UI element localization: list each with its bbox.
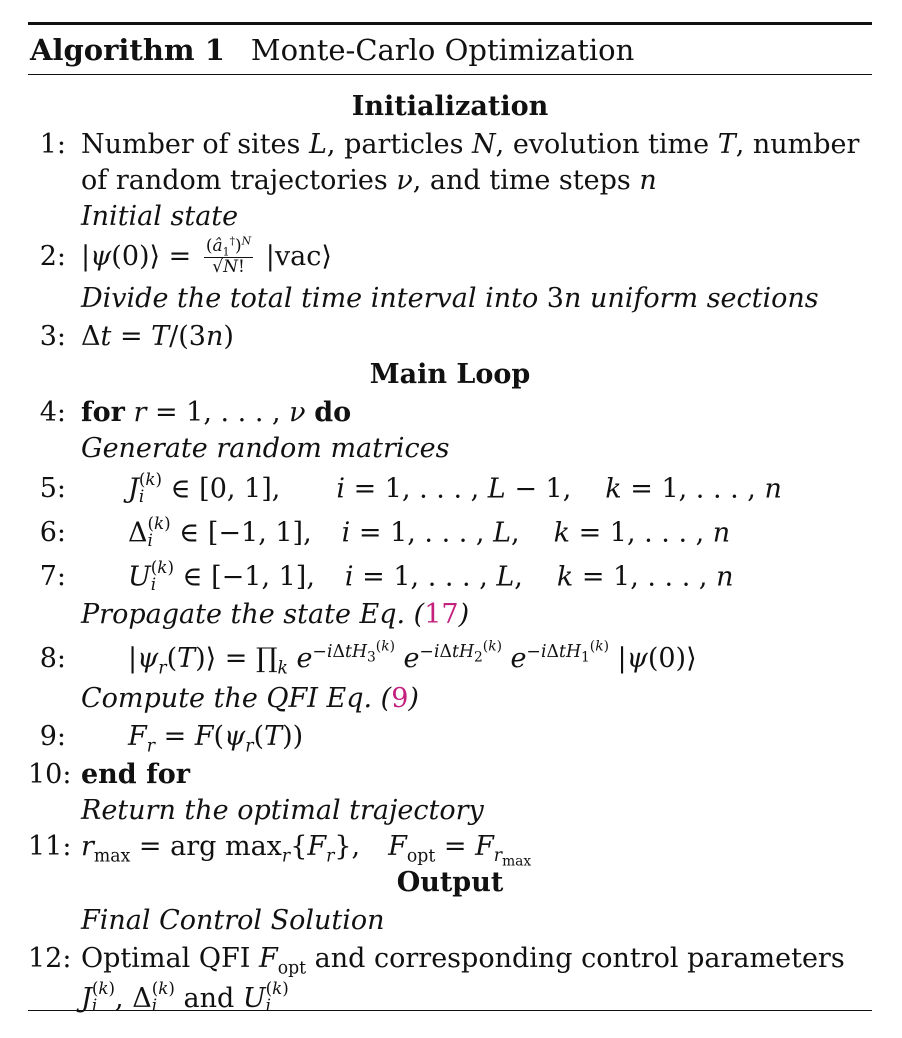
section-main-loop: Main Loop bbox=[369, 359, 531, 390]
section-initialization: Initialization bbox=[351, 91, 549, 122]
section-output: Output bbox=[396, 867, 504, 898]
line-number: 1: bbox=[39, 129, 66, 160]
algorithm-title: Monte-Carlo Optimization bbox=[250, 33, 635, 67]
comment-final: Final Control Solution bbox=[81, 905, 385, 936]
algorithm-label: Algorithm 1 bbox=[30, 33, 225, 67]
comment-compute-qfi: Compute the QFI Eq. (9) bbox=[81, 683, 419, 714]
algorithm-line-11: 11: $r_{max}$ = arg $\max_r\{F_r\}$, $F_{opt} = F_{r_{max}}$ bbox=[28, 831, 532, 870]
algorithm-line-9: 9: $F_r = F(\psi_r(T))$ bbox=[39, 721, 304, 757]
algorithm-line-2: 2: |ψ(0)⟩ = $\frac{(â_1^\dagger)^N}{√N!}$ |vac⟩ bbox=[39, 234, 332, 277]
equation-ref-17[interactable]: 17 bbox=[424, 599, 459, 630]
algorithm-line-1-cont: of random trajectories ν, and time steps n bbox=[81, 165, 657, 196]
comment-return: Return the optimal trajectory bbox=[81, 795, 484, 826]
comment-divide: Divide the total time interval into 3n uniform sections bbox=[81, 283, 819, 314]
algorithm-body bbox=[28, 75, 872, 1015]
algorithm-line-12-cont: J (k) i , Δ (k) i and U (k) i bbox=[81, 978, 289, 1015]
algorithm-line-12: 12: Optimal QFI $F_{opt}$ and corresponding control parameters bbox=[28, 943, 845, 979]
algorithm-caption bbox=[28, 25, 872, 74]
algorithm-line-7: 7: U (k) i ∈ [−1, 1], i = 1, . . . , L, k = 1, . . . , n bbox=[39, 557, 734, 594]
algorithm-line-6: 6: Δ (k) i ∈ [−1, 1], i = 1, . . . , L, k = 1, . . . , n bbox=[39, 513, 731, 550]
comment-initial-state: Initial state bbox=[81, 201, 239, 232]
algorithm-line-4: 4: for r = 1, . . . , ν do bbox=[39, 397, 352, 428]
algorithm-line-1 bbox=[28, 127, 872, 163]
algorithm-line-10: 10: end for bbox=[28, 759, 190, 790]
algorithm-line-5: 5: J (k) i ∈ [0, 1], i = 1, . . . , L − 1, k = 1, . . . , n bbox=[39, 469, 782, 506]
line-1-text: Number of sites L, particles N, evolution time T, number bbox=[81, 129, 860, 160]
algorithm-line-8: 8: $|\psi_r(T)⟩$ = $\prod_k$ $e^{-i\Delta tH_3^{(k)}}$ $e^{-i\Delta tH_2^{(k)}}$ $e^{-i\Delta tH_1^{(k)}}$ |ψ(0)⟩ bbox=[39, 638, 697, 679]
comment-generate: Generate random matrices bbox=[81, 433, 450, 464]
line-2-math: |ψ(0)⟩ = $\frac{(â_1^\dagger)^N}{√N!}$ |vac⟩ bbox=[81, 234, 332, 277]
algorithm-block bbox=[28, 22, 872, 1015]
comment-propagate: Propagate the state Eq. (17) bbox=[81, 599, 470, 630]
algorithm-line-3: 3: Δt = T/(3n) bbox=[39, 321, 234, 352]
equation-ref-9[interactable]: 9 bbox=[391, 683, 409, 714]
